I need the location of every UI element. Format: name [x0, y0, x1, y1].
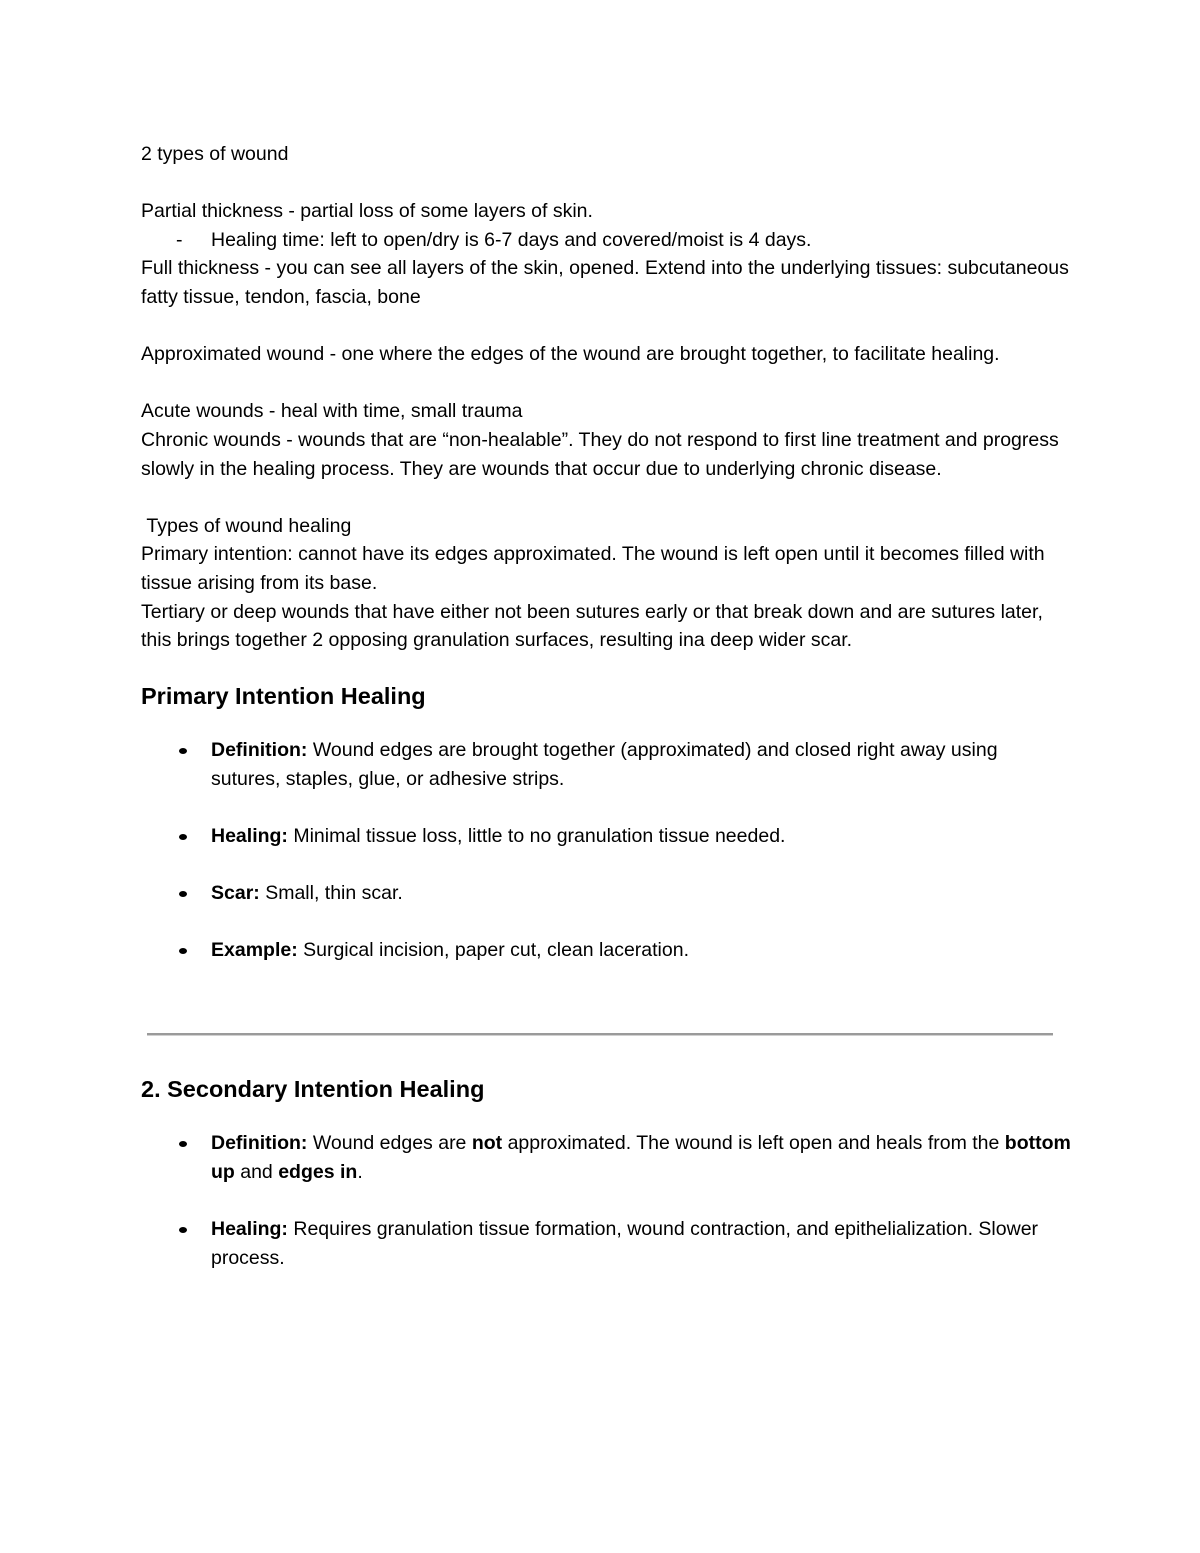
full-thickness-text: Full thickness - you can see all layers of the skin, opened. Extend into the underlying tissues: subcutaneous fatty tissue, tendon, fascia, bone [141, 257, 1075, 308]
bullet-icon [179, 948, 187, 954]
item-label: Scar: [211, 881, 260, 904]
spacer [141, 312, 1071, 341]
spacer [141, 655, 1071, 681]
bullet-icon [179, 891, 187, 897]
item-text: Surgical incision, paper cut, clean laceration. [297, 938, 689, 961]
item-text: approximated. The wound is left open and heals from the [502, 1131, 1005, 1154]
primary-list [141, 736, 1071, 965]
item-text: Requires granulation tissue formation, wound contraction, and epithelialization. Slower process. [211, 1217, 1039, 1269]
list-item [141, 736, 1071, 794]
types-of-healing-heading: Types of wound healing [141, 514, 352, 537]
list-item [141, 879, 1071, 908]
item-label: Healing: [211, 824, 288, 847]
spacer [141, 369, 1071, 398]
chronic-wounds-text: Chronic wounds - wounds that are “non-healable”. They do not respond to first line treatment and progress slowly in the healing process. They are wounds that occur due to underlying chronic disease. [141, 428, 1065, 480]
spacer [141, 711, 1071, 736]
spacer [141, 1104, 1071, 1129]
bullet-icon [179, 748, 187, 754]
spacer [141, 169, 1071, 198]
bullet-icon [179, 834, 187, 840]
item-label: Definition: [211, 738, 308, 761]
item-text: Minimal tissue loss, little to no granulation tissue needed. [287, 824, 786, 847]
spacer [141, 483, 1071, 512]
list-item [141, 936, 1071, 965]
secondary-list [141, 1129, 1071, 1273]
bullet-icon [179, 1141, 187, 1147]
list-item [141, 1129, 1071, 1187]
item-label: Healing: [211, 1217, 288, 1240]
primary-section-heading: Primary Intention Healing [141, 682, 426, 709]
dash-marker: - [176, 228, 183, 251]
partial-thickness-detail [141, 226, 1071, 255]
healing-time-text: Healing time: left to open/dry is 6-7 days and covered/moist is 4 days. [211, 228, 812, 251]
item-text: and [234, 1160, 279, 1183]
list-item [141, 822, 1071, 851]
intro-title: 2 types of wound [141, 143, 289, 165]
item-label: Example: [211, 938, 298, 961]
spacer [141, 1036, 1071, 1074]
approximated-wound-text: Approximated wound - one where the edges of the wound are brought together, to facilitate healing. [141, 343, 1000, 366]
item-text: Wound edges are brought together (approximated) and closed right away using sutures, staples, glue, or adhesive strips. [211, 738, 998, 790]
emphasis-text: bottom up [211, 1131, 1071, 1183]
item-text: Small, thin scar. [259, 881, 403, 904]
tertiary-text: Tertiary or deep wounds that have either not been sutures early or that break down and are sutures later, this brings together 2 opposing granulation surfaces, resulting ina deep wider scar. [141, 600, 1049, 652]
item-text: Wound edges are [307, 1131, 472, 1154]
item-label: Definition: [211, 1131, 308, 1154]
spacer [141, 965, 1071, 1033]
document-page [141, 140, 1075, 1273]
list-item [141, 1215, 1071, 1273]
bullet-icon [179, 1227, 187, 1233]
emphasis-text: edges in [278, 1160, 358, 1183]
emphasis-text: not [471, 1131, 503, 1154]
item-text: . [357, 1160, 363, 1183]
acute-wounds-text: Acute wounds - heal with time, small trauma [141, 400, 523, 423]
primary-intention-text: Primary intention: cannot have its edges approximated. The wound is left open until it becomes filled with tissue arising from its base. [141, 543, 1051, 594]
secondary-section-heading: 2. Secondary Intention Healing [141, 1075, 485, 1102]
partial-thickness-text: Partial thickness - partial loss of some layers of skin. [141, 200, 593, 223]
